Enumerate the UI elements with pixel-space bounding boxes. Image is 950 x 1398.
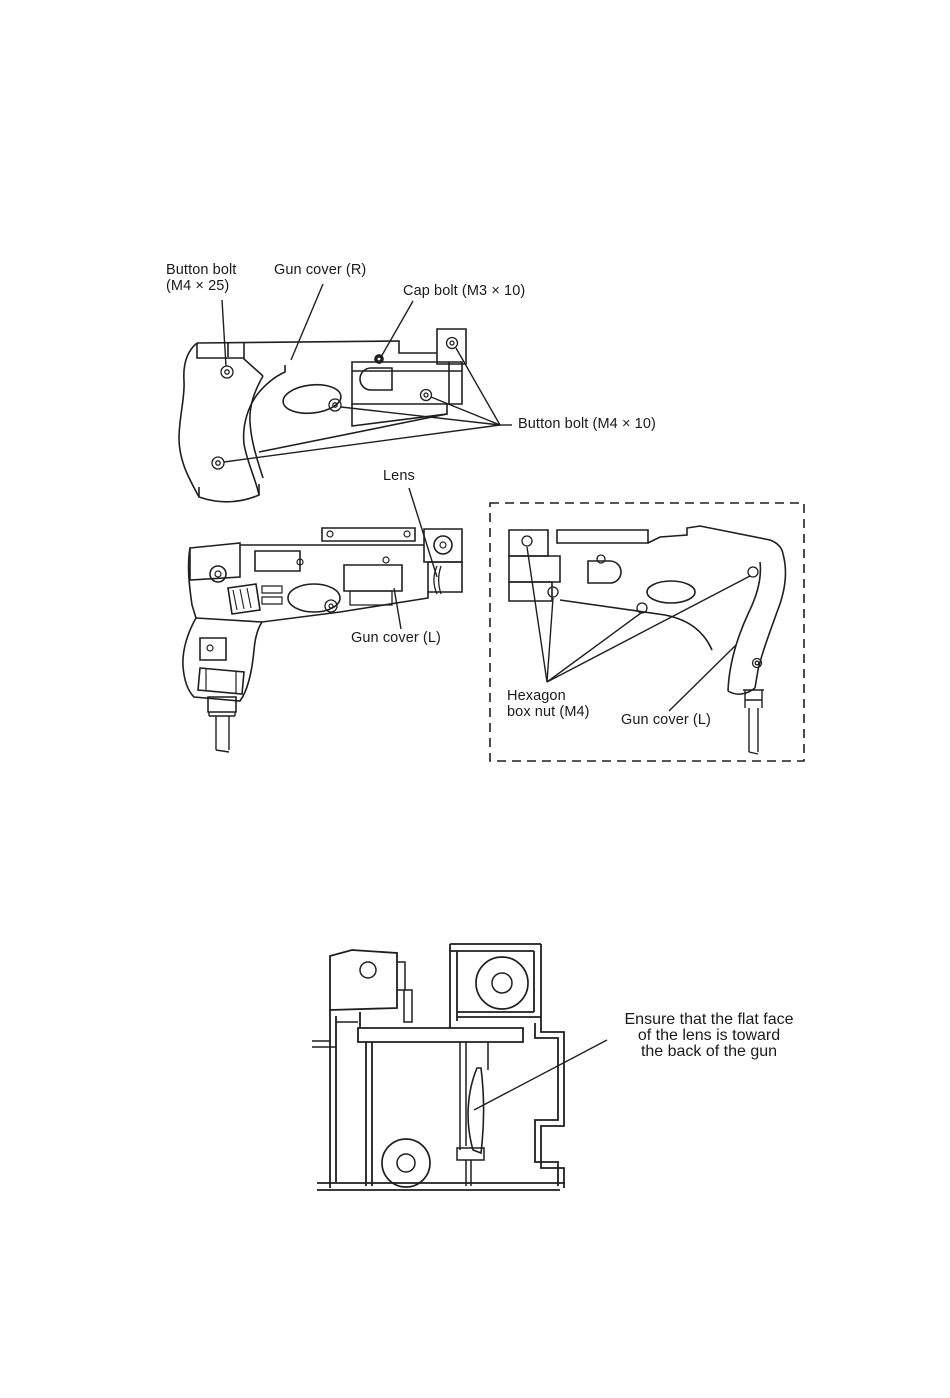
label-lens: Lens [383,468,415,484]
label-gun-cover-r: Gun cover (R) [274,262,367,278]
label-button-bolt-m4x25 [166,262,236,294]
note-line: of the lens is toward [637,1027,781,1044]
label-line: box nut (M4) [507,704,590,720]
leader-lines-fig2 [394,488,437,629]
label-gun-cover-l-internal: Gun cover (L) [351,630,441,646]
figure-gun-right-view [179,284,512,502]
label-line: Button bolt [166,262,237,278]
leader-lines-fig1 [222,284,512,462]
label-button-bolt-m4x10: Button bolt (M4 × 10) [518,416,656,432]
leader-line-lens-note [474,1040,607,1110]
note-lens-orientation [597,1012,821,1060]
label-gun-cover-l-dashed: Gun cover (L) [621,712,711,728]
label-cap-bolt-m3x10: Cap bolt (M3 × 10) [403,283,526,299]
figure-lens-detail [312,944,607,1190]
note-line: the back of the gun [640,1043,778,1060]
label-line: (M4 × 25) [166,278,230,294]
label-hexagon-box-nut [507,688,590,720]
label-line: Hexagon [507,688,566,704]
figure-gun-internal-view [183,488,462,752]
note-line: Ensure that the flat face [624,1011,794,1028]
